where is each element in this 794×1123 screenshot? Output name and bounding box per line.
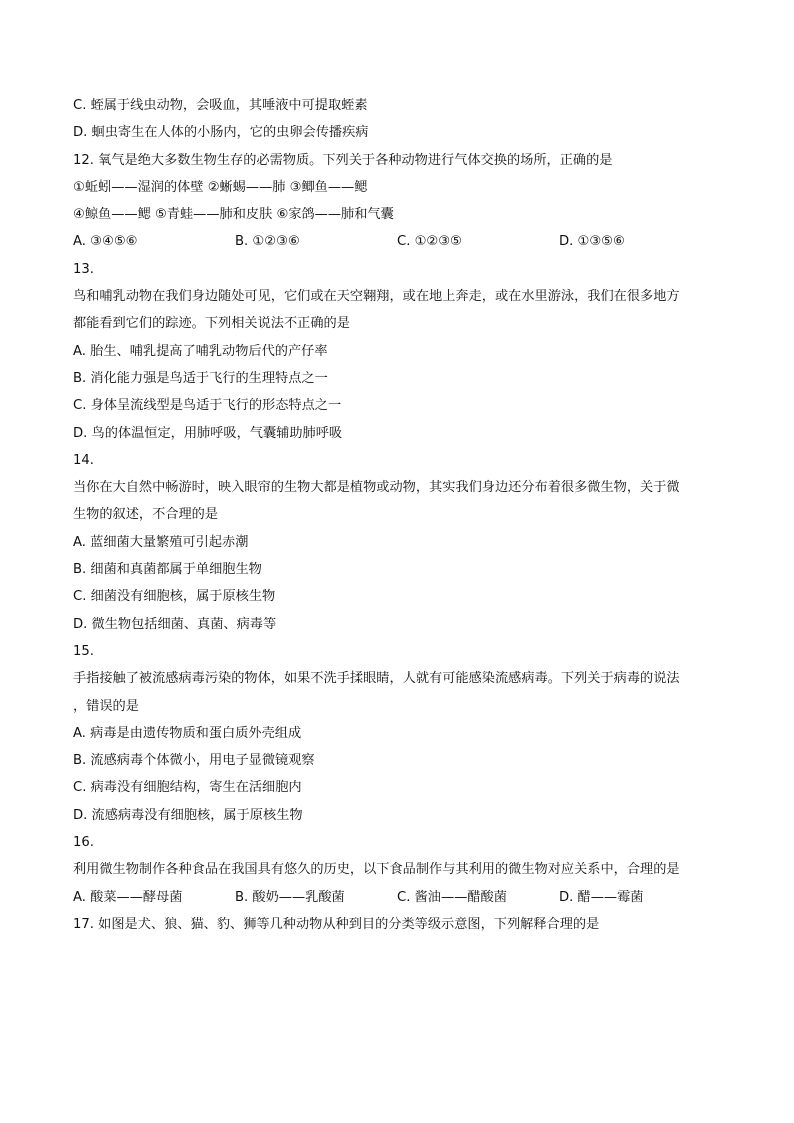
q14-option-c: C. 细菌没有细胞核，属于原核生物 [73,589,276,605]
q15-option-d: D. 流感病毒没有细胞核，属于原核生物 [73,807,303,823]
q14-number: 14. [73,452,94,468]
q13-stem-line1: 鸟和哺乳动物在我们身边随处可见，它们或在天空翱翔，或在地上奔走，或在水里游泳，我们在很多地方 [73,289,680,305]
q13-option-a: A. 胎生、哺乳提高了哺乳动物后代的产仔率 [73,343,328,359]
q12-stem: 12. 氧气是绝大多数生物生存的必需物质。下列关于各种动物进行气体交换的场所，正确的是 [73,152,613,168]
q16-option-c: C. 酱油——醋酸菌 [397,889,507,905]
q12-items-line1: ①蚯蚓——湿润的体壁 ②蜥蜴——肺 ③鲫鱼——鳃 [73,179,368,195]
q12-items-line2: ④鲸鱼——鳃 ⑤青蛙——肺和皮肤 ⑥家鸽——肺和气囊 [73,207,394,223]
q15-stem-line2: ，错误的是 [73,698,139,714]
exam-page [73,92,723,938]
q11-option-c: C. 蛭属于线虫动物，会吸血，其唾液中可提取蛭素 [73,98,368,113]
q11-option-d: D. 蛔虫寄生在人体的小肠内，它的虫卵会传播疾病 [73,125,369,141]
q13-stem-line2: 都能看到它们的踪迹。下列相关说法不正确的是 [73,316,350,332]
q15-stem-line1: 手指接触了被流感病毒污染的物体，如果不洗手揉眼睛，人就有可能感染流感病毒。下列关于病毒的说法 [73,671,680,687]
q16-option-b: B. 酸奶——乳酸菌 [235,889,345,905]
q15-number: 15. [73,643,94,659]
q12-option-d: D. ①③⑤⑥ [559,234,625,250]
q13-option-b: B. 消化能力强是鸟适于飞行的生理特点之一 [73,370,328,386]
q17-stem: 17. 如图是犬、狼、猫、豹、狮等几种动物从种到目的分类等级示意图，下列解释合理的是 [73,916,600,932]
q14-stem-line1: 当你在大自然中畅游时，映入眼帘的生物大都是植物或动物，其实我们身边还分布着很多微生物，关于微 [73,480,680,496]
q13-option-d: D. 鸟的体温恒定，用肺呼吸，气囊辅助肺呼吸 [73,425,343,441]
q14-option-d: D. 微生物包括细菌、真菌、病毒等 [73,616,277,632]
q15-option-c: C. 病毒没有细胞结构，寄生在活细胞内 [73,780,302,796]
q12-option-a: A. ③④⑤⑥ [73,234,138,250]
q12-option-b: B. ①②③⑥ [235,234,300,250]
q14-option-a: A. 蓝细菌大量繁殖可引起赤潮 [73,534,249,550]
q16-stem: 利用微生物制作各种食品在我国具有悠久的历史，以下食品制作与其利用的微生物对应关系中，合理的是 [73,862,680,878]
q16-option-a: A. 酸菜——酵母菌 [73,889,183,905]
q14-stem-line2: 生物的叙述，不合理的是 [73,507,219,523]
q13-number: 13. [73,261,94,277]
q12-option-c: C. ①②③⑤ [397,234,462,250]
q16-number: 16. [73,835,94,851]
q12-options [73,228,723,255]
q15-option-a: A. 病毒是由遗传物质和蛋白质外壳组成 [73,725,302,741]
q16-options [73,884,723,911]
q14-option-b: B. 细菌和真菌都属于单细胞生物 [73,562,262,578]
q15-option-b: B. 流感病毒个体微小，用电子显微镜观察 [73,753,315,769]
q13-option-c: C. 身体呈流线型是鸟适于飞行的形态特点之一 [73,398,342,414]
q16-option-d: D. 醋——霉菌 [559,889,644,905]
